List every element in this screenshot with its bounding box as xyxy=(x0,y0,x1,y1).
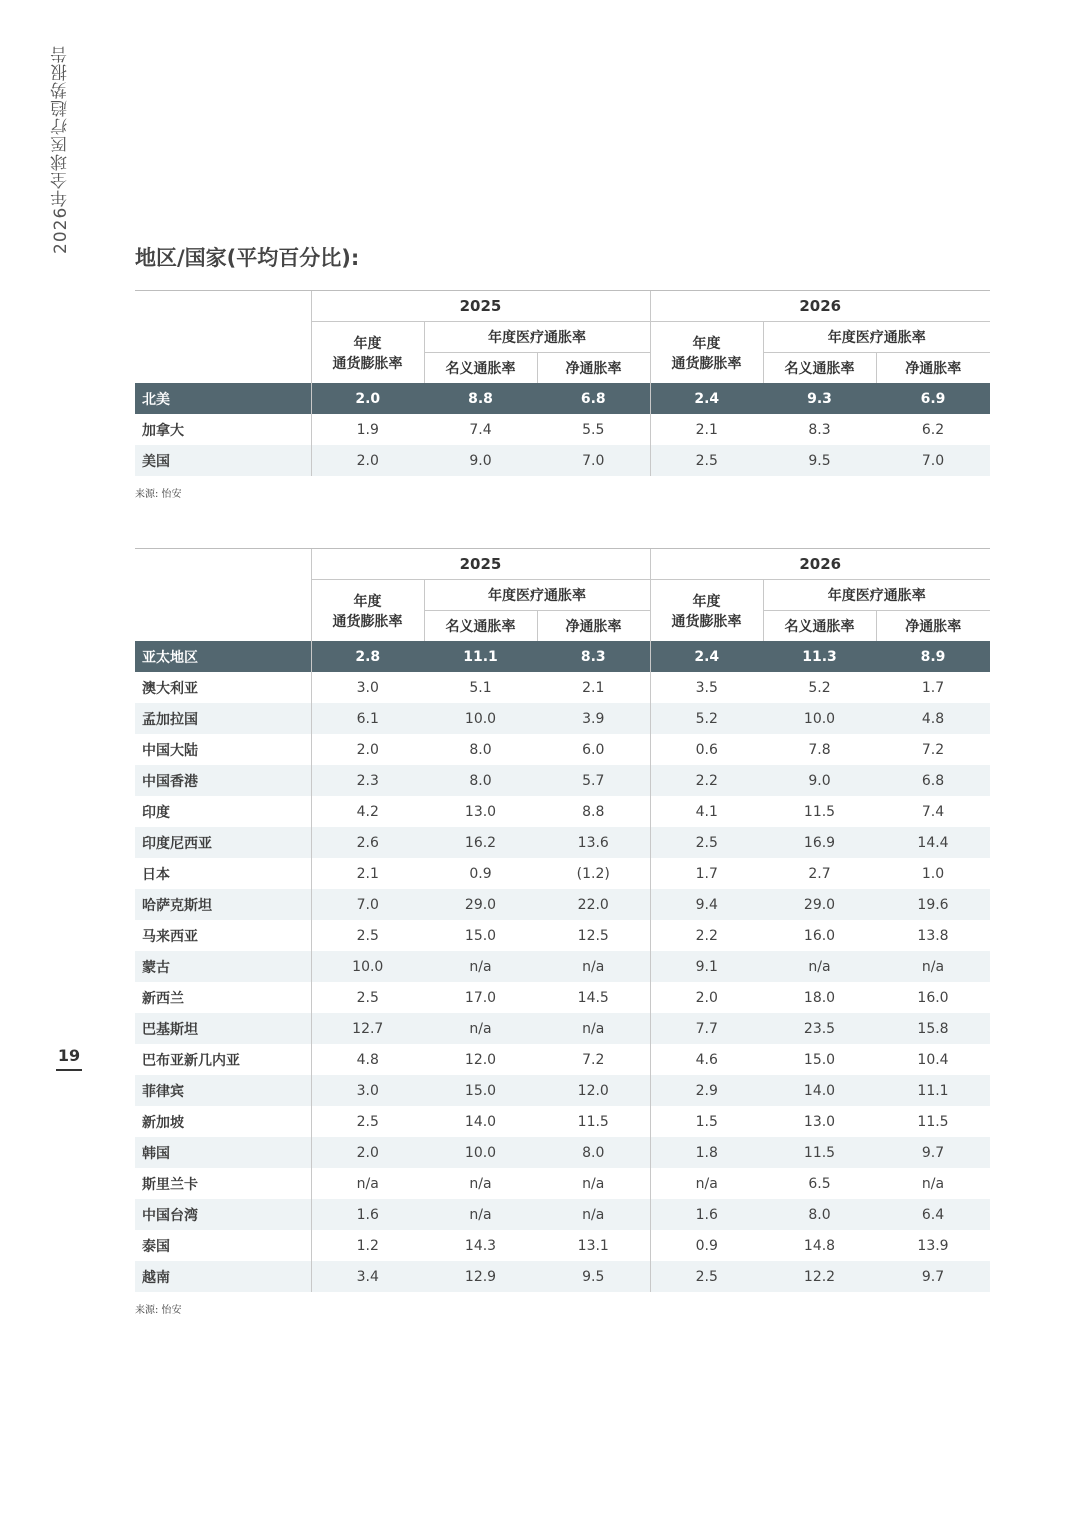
value-cell: 2.9 xyxy=(650,1075,763,1106)
value-cell: 9.7 xyxy=(876,1261,990,1292)
value-cell: 8.9 xyxy=(876,641,990,672)
country-name-cell: 新加坡 xyxy=(142,1114,184,1131)
annual-inflation-line2: 通货膨胀率 xyxy=(332,355,403,372)
nominal-header: 名义通胀率 xyxy=(424,611,537,642)
value-cell: n/a xyxy=(876,951,990,982)
value-cell: 9.4 xyxy=(650,889,763,920)
value-cell: 2.5 xyxy=(311,920,424,951)
value-cell: 0.9 xyxy=(650,1230,763,1261)
year-header-2025: 2025 xyxy=(311,291,650,322)
value-cell: 15.0 xyxy=(803,1051,836,1068)
value-cell: 0.6 xyxy=(650,734,763,765)
country-name-cell: 中国大陆 xyxy=(142,742,198,759)
value-cell: 15.0 xyxy=(424,1075,537,1106)
table-row xyxy=(135,1168,990,1199)
value-cell: 2.4 xyxy=(650,641,763,672)
value-cell: 18.0 xyxy=(803,989,836,1006)
value-cell: 5.2 xyxy=(650,703,763,734)
value-cell: 9.5 xyxy=(537,1261,650,1292)
year-header-2026: 2026 xyxy=(650,291,990,322)
region-summary-row xyxy=(135,383,990,414)
header-corner-mid xyxy=(135,322,311,353)
value-cell: 12.0 xyxy=(464,1051,497,1068)
value-cell: 23.5 xyxy=(763,1013,876,1044)
country-name-cell: 孟加拉国 xyxy=(135,703,311,734)
value-cell: n/a xyxy=(469,1175,492,1192)
value-cell: n/a xyxy=(921,1175,945,1192)
value-cell: 5.1 xyxy=(469,679,492,696)
table-row xyxy=(135,951,990,982)
medical-inflation-header: 年度医疗通胀率 xyxy=(763,580,990,611)
value-cell: 13.8 xyxy=(917,927,949,944)
value-cell: 1.6 xyxy=(650,1199,763,1230)
value-cell: 2.0 xyxy=(650,982,763,1013)
country-name-cell: 亚太地区 xyxy=(135,641,311,672)
value-cell: 14.0 xyxy=(763,1075,876,1106)
value-cell: 2.0 xyxy=(311,734,424,765)
value-cell: 2.0 xyxy=(311,1137,424,1168)
value-cell: 5.5 xyxy=(582,421,605,438)
table-row xyxy=(135,672,990,703)
net-header: 净通胀率 xyxy=(537,611,650,642)
value-cell: 16.9 xyxy=(763,827,876,858)
value-cell: 6.5 xyxy=(808,1175,831,1192)
value-cell: 14.8 xyxy=(803,1237,836,1254)
value-cell: 12.2 xyxy=(763,1261,876,1292)
value-cell: 10.0 xyxy=(311,951,424,982)
net-header: 净通胀率 xyxy=(537,353,650,384)
medical-inflation-header: 年度医疗通胀率 xyxy=(424,580,650,611)
header-corner-low xyxy=(135,353,311,384)
report-side-title: 2026年全球医疗趋势报告 xyxy=(51,44,71,254)
value-cell: 1.5 xyxy=(650,1106,763,1137)
annual-inflation-header xyxy=(650,580,763,642)
table-row xyxy=(135,982,990,1013)
year-header-2025: 2025 xyxy=(311,549,650,580)
country-name-cell: 泰国 xyxy=(142,1238,170,1255)
value-cell: 10.0 xyxy=(763,703,876,734)
north-america-body xyxy=(135,383,990,476)
value-cell: n/a xyxy=(537,1013,650,1044)
asia-pacific-body xyxy=(135,641,990,1292)
value-cell: n/a xyxy=(424,951,537,982)
value-cell: 9.1 xyxy=(650,951,763,982)
value-cell: 11.5 xyxy=(763,1137,876,1168)
nominal-header: 名义通胀率 xyxy=(424,353,537,384)
annual-inflation-line2: 通货膨胀率 xyxy=(671,355,742,372)
country-name-cell: 斯里兰卡 xyxy=(142,1176,198,1193)
value-cell: 9.7 xyxy=(876,1137,990,1168)
value-cell: 8.0 xyxy=(469,741,492,758)
country-name-cell: 日本 xyxy=(142,866,170,883)
table-row xyxy=(135,445,990,476)
value-cell: 13.9 xyxy=(917,1237,949,1254)
value-cell: 8.0 xyxy=(424,765,537,796)
value-cell: 1.7 xyxy=(650,858,763,889)
page-number: 19 xyxy=(56,1046,82,1071)
country-name-cell: 马来西亚 xyxy=(142,928,198,945)
value-cell: n/a xyxy=(311,1168,424,1199)
value-cell: 12.0 xyxy=(537,1075,650,1106)
value-cell: 4.6 xyxy=(650,1044,763,1075)
value-cell: 1.9 xyxy=(311,414,424,445)
value-cell: n/a xyxy=(424,1199,537,1230)
annual-inflation-line2: 通货膨胀率 xyxy=(332,613,403,630)
table-source: 来源: 怡安 xyxy=(135,1305,182,1316)
table-row xyxy=(135,734,990,765)
country-name-cell: 中国香港 xyxy=(135,765,311,796)
value-cell: 9.5 xyxy=(763,445,876,476)
table-row xyxy=(135,1075,990,1106)
value-cell: 3.5 xyxy=(650,672,763,703)
value-cell: n/a xyxy=(424,1013,537,1044)
value-cell: 14.4 xyxy=(876,827,990,858)
value-cell: 5.7 xyxy=(537,765,650,796)
asia-pacific-table xyxy=(135,548,990,1292)
value-cell: 2.5 xyxy=(650,445,763,476)
value-cell: 6.8 xyxy=(876,765,990,796)
table-row xyxy=(135,765,990,796)
value-cell: 4.8 xyxy=(311,1044,424,1075)
value-cell: 8.8 xyxy=(582,803,605,820)
value-cell: 8.0 xyxy=(763,1199,876,1230)
value-cell: 13.0 xyxy=(803,1113,836,1130)
value-cell: 6.4 xyxy=(876,1199,990,1230)
country-name-cell: 美国 xyxy=(135,445,311,476)
region-summary-row xyxy=(135,641,990,672)
value-cell: 0.9 xyxy=(469,865,492,882)
value-cell: 9.0 xyxy=(763,765,876,796)
value-cell: 1.7 xyxy=(921,679,945,696)
value-cell: 7.0 xyxy=(311,889,424,920)
value-cell: 22.0 xyxy=(537,889,650,920)
value-cell: 1.6 xyxy=(311,1199,424,1230)
country-name-cell: 蒙古 xyxy=(135,951,311,982)
value-cell: 6.2 xyxy=(921,421,945,438)
value-cell: n/a xyxy=(582,1175,605,1192)
value-cell: 3.0 xyxy=(311,1075,424,1106)
country-name-cell: 加拿大 xyxy=(142,422,184,439)
value-cell: 15.8 xyxy=(876,1013,990,1044)
value-cell: 16.2 xyxy=(424,827,537,858)
value-cell: 4.1 xyxy=(650,796,763,827)
annual-inflation-line1: 年度 xyxy=(692,593,721,610)
annual-inflation-header xyxy=(650,322,763,384)
value-cell: 2.5 xyxy=(650,827,763,858)
net-header: 净通胀率 xyxy=(876,353,990,384)
year-header-2026: 2026 xyxy=(650,549,990,580)
country-name-cell: 印度 xyxy=(142,804,170,821)
annual-inflation-line2: 通货膨胀率 xyxy=(671,613,742,630)
table-row xyxy=(135,796,990,827)
value-cell: 8.3 xyxy=(537,641,650,672)
country-name-cell: 中国台湾 xyxy=(135,1199,311,1230)
value-cell: n/a xyxy=(763,951,876,982)
value-cell: 3.4 xyxy=(311,1261,424,1292)
country-name-cell: 巴基斯坦 xyxy=(135,1013,311,1044)
value-cell: 7.2 xyxy=(921,741,945,758)
value-cell: 13.0 xyxy=(464,803,497,820)
table-row xyxy=(135,1013,990,1044)
north-america-table xyxy=(135,290,990,476)
value-cell: 17.0 xyxy=(464,989,497,1006)
table-row xyxy=(135,1106,990,1137)
table-row xyxy=(135,1261,990,1292)
country-name-cell: 菲律宾 xyxy=(135,1075,311,1106)
table-row xyxy=(135,1230,990,1261)
value-cell: 11.5 xyxy=(917,1113,949,1130)
value-cell: 11.1 xyxy=(424,641,537,672)
value-cell: 13.6 xyxy=(537,827,650,858)
value-cell: 7.4 xyxy=(921,803,945,820)
value-cell: 12.7 xyxy=(311,1013,424,1044)
annual-inflation-line1: 年度 xyxy=(353,593,382,610)
value-cell: 7.0 xyxy=(537,445,650,476)
value-cell: 2.4 xyxy=(650,383,763,414)
value-cell: 6.9 xyxy=(876,383,990,414)
annual-inflation-header xyxy=(311,580,424,642)
value-cell: 6.1 xyxy=(311,703,424,734)
asia-pacific-table-wrap xyxy=(135,548,990,1316)
table-row xyxy=(135,1137,990,1168)
value-cell: 1.2 xyxy=(311,1230,424,1261)
value-cell: 13.1 xyxy=(577,1237,609,1254)
header-corner-mid xyxy=(135,580,311,611)
value-cell: 10.4 xyxy=(917,1051,949,1068)
value-cell: 2.6 xyxy=(311,827,424,858)
value-cell: 19.6 xyxy=(876,889,990,920)
value-cell: 9.0 xyxy=(424,445,537,476)
value-cell: 8.3 xyxy=(808,421,831,438)
section-heading: 地区/国家(平均百分比): xyxy=(135,246,360,270)
header-corner-low xyxy=(135,611,311,642)
value-cell: 2.1 xyxy=(582,679,605,696)
value-cell: 16.0 xyxy=(803,927,836,944)
value-cell: 12.9 xyxy=(424,1261,537,1292)
value-cell: 29.0 xyxy=(763,889,876,920)
table-row xyxy=(135,889,990,920)
country-name-cell: 印度尼西亚 xyxy=(135,827,311,858)
annual-inflation-line1: 年度 xyxy=(353,335,382,352)
country-name-cell: 巴布亚新几内亚 xyxy=(142,1052,240,1069)
value-cell: 11.1 xyxy=(876,1075,990,1106)
value-cell: 3.0 xyxy=(311,672,424,703)
country-name-cell: 韩国 xyxy=(135,1137,311,1168)
value-cell: 2.5 xyxy=(311,982,424,1013)
value-cell: 8.8 xyxy=(424,383,537,414)
value-cell: 1.0 xyxy=(921,865,945,882)
table-row xyxy=(135,920,990,951)
value-cell: 2.2 xyxy=(650,765,763,796)
value-cell: (1.2) xyxy=(576,865,610,882)
north-america-table-wrap xyxy=(135,290,990,500)
table-row xyxy=(135,1044,990,1075)
value-cell: 11.3 xyxy=(763,641,876,672)
value-cell: 7.2 xyxy=(582,1051,605,1068)
country-name-cell: 哈萨克斯坦 xyxy=(135,889,311,920)
value-cell: 2.3 xyxy=(311,765,424,796)
value-cell: 7.0 xyxy=(876,445,990,476)
value-cell: 11.5 xyxy=(803,803,836,820)
header-corner xyxy=(135,291,311,322)
value-cell: 14.5 xyxy=(577,989,609,1006)
nominal-header: 名义通胀率 xyxy=(763,611,876,642)
value-cell: 16.0 xyxy=(917,989,949,1006)
value-cell: 2.1 xyxy=(311,858,424,889)
country-name-cell: 新西兰 xyxy=(142,990,184,1007)
value-cell: 2.0 xyxy=(311,383,424,414)
table-row xyxy=(135,858,990,889)
country-name-cell: 北美 xyxy=(135,383,311,414)
value-cell: n/a xyxy=(650,1168,763,1199)
value-cell: n/a xyxy=(537,1199,650,1230)
value-cell: 12.5 xyxy=(577,927,609,944)
value-cell: 4.2 xyxy=(311,796,424,827)
value-cell: 10.0 xyxy=(424,1137,537,1168)
table-row xyxy=(135,703,990,734)
value-cell: 6.0 xyxy=(582,741,605,758)
table-source: 来源: 怡安 xyxy=(135,489,182,500)
value-cell: n/a xyxy=(537,951,650,982)
table-row xyxy=(135,827,990,858)
value-cell: 9.3 xyxy=(763,383,876,414)
value-cell: 2.5 xyxy=(311,1106,424,1137)
value-cell: 7.7 xyxy=(650,1013,763,1044)
table-row xyxy=(135,1199,990,1230)
value-cell: 29.0 xyxy=(424,889,537,920)
country-name-cell: 澳大利亚 xyxy=(142,680,198,697)
value-cell: 3.9 xyxy=(537,703,650,734)
annual-inflation-header xyxy=(311,322,424,384)
medical-inflation-header: 年度医疗通胀率 xyxy=(424,322,650,353)
country-name-cell: 越南 xyxy=(135,1261,311,1292)
value-cell: 14.0 xyxy=(464,1113,497,1130)
nominal-header: 名义通胀率 xyxy=(763,353,876,384)
value-cell: 1.8 xyxy=(650,1137,763,1168)
value-cell: 2.1 xyxy=(650,414,763,445)
annual-inflation-line1: 年度 xyxy=(692,335,721,352)
value-cell: 7.8 xyxy=(808,741,831,758)
header-corner xyxy=(135,549,311,580)
value-cell: 5.2 xyxy=(808,679,831,696)
value-cell: 11.5 xyxy=(577,1113,609,1130)
value-cell: 10.0 xyxy=(424,703,537,734)
table-row xyxy=(135,414,990,445)
value-cell: 2.0 xyxy=(311,445,424,476)
net-header: 净通胀率 xyxy=(876,611,990,642)
value-cell: 15.0 xyxy=(464,927,497,944)
value-cell: 6.8 xyxy=(537,383,650,414)
value-cell: 14.3 xyxy=(464,1237,497,1254)
value-cell: 8.0 xyxy=(537,1137,650,1168)
value-cell: 4.8 xyxy=(876,703,990,734)
medical-inflation-header: 年度医疗通胀率 xyxy=(763,322,990,353)
value-cell: 2.8 xyxy=(311,641,424,672)
value-cell: 2.7 xyxy=(808,865,831,882)
value-cell: 7.4 xyxy=(469,421,492,438)
value-cell: 2.2 xyxy=(650,920,763,951)
value-cell: 2.5 xyxy=(650,1261,763,1292)
